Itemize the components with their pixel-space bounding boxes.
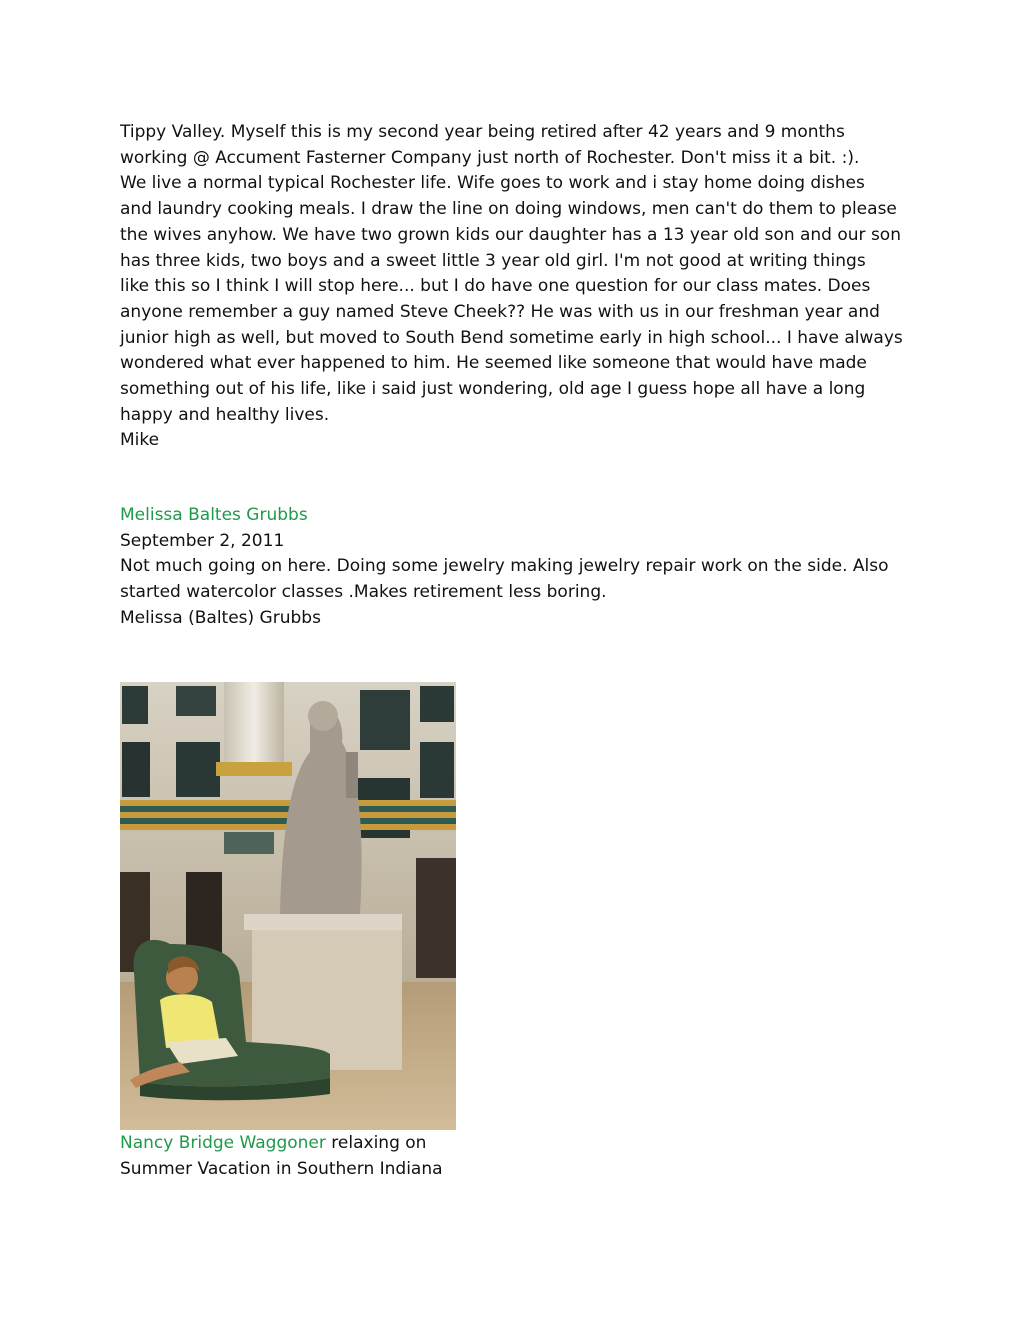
photo-caption (120, 1130, 443, 1182)
letter-line: happy and healthy lives. (120, 404, 330, 425)
entry-body-line: started watercolor classes .Makes retirement less boring. (120, 582, 607, 603)
melissa-entry (120, 503, 900, 632)
letter-line: something out of his life, like i said just wondering, old age I guess hope all have a long (120, 379, 866, 400)
entry-date: September 2, 2011 (120, 530, 285, 551)
entry-signature: Melissa (Baltes) Grubbs (120, 607, 321, 628)
entry-author-name: Melissa Baltes Grubbs (120, 505, 308, 525)
letter-line: junior high as well, but moved to South Bend sometime early in high school... I have always (120, 327, 903, 348)
letter-signature: Mike (120, 430, 160, 451)
letter-line: like this so I think I will stop here... but I do have one question for our class mates. Does (120, 276, 871, 297)
letter-line: We live a normal typical Rochester life. Wife goes to work and i stay home doing dishes (120, 173, 865, 194)
letter-line: and laundry cooking meals. I draw the line on doing windows, men can't do them to please (120, 199, 897, 220)
caption-line-2: Summer Vacation in Southern Indiana (120, 1159, 443, 1179)
letter-line: working @ Accument Fasterner Company just north of Rochester. Don't miss it a bit. :). (120, 147, 860, 168)
vacation-photo (120, 682, 456, 1130)
letter-line: has three kids, two boys and a sweet little 3 year old girl. I'm not good at writing things (120, 250, 866, 271)
entry-body-line: Not much going on here. Doing some jewelry making jewelry repair work on the side. Also (120, 556, 889, 577)
letter-line: wondered what ever happened to him. He seemed like someone that would have made (120, 353, 867, 374)
caption-text: relaxing on (325, 1133, 427, 1153)
letter-line: Tippy Valley. Myself this is my second year being retired after 42 years and 9 months (120, 122, 845, 142)
letter-text (120, 120, 903, 454)
caption-person-name: Nancy Bridge Waggoner (120, 1133, 326, 1153)
letter-line: anyone remember a guy named Steve Cheek?? He was with us in our freshman year and (120, 301, 880, 322)
letter-line: the wives anyhow. We have two grown kids our daughter has a 13 year old son and our son (120, 224, 901, 245)
